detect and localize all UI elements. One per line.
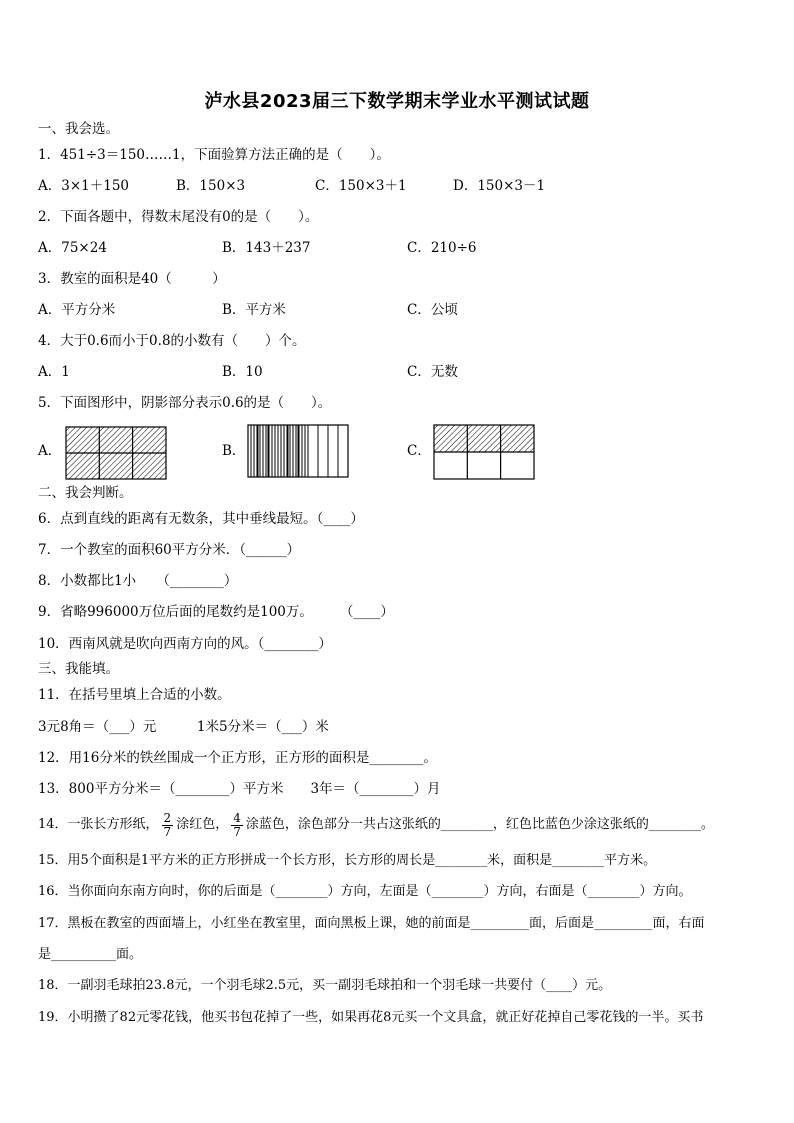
question-6: 6．点到直线的距离有无数条，其中垂线最短。（____） xyxy=(38,511,364,527)
question-9: 9．省略996000万位后面的尾数约是100万。 （____） xyxy=(38,604,394,620)
question-1: 1．451÷3＝150……1，下面验算方法正确的是（ ）。 xyxy=(38,147,390,163)
q5-figure-c xyxy=(433,424,535,480)
section-3-heading: 三、我能填。 xyxy=(38,661,119,677)
question-2: 2．下面各题中，得数末尾没有0的是（ ）。 xyxy=(38,209,319,225)
question-7: 7．一个教室的面积60平方分米．（______） xyxy=(38,542,301,558)
q4-option-a: A．1 xyxy=(38,364,70,380)
page-title: 泸水县2023届三下数学期末学业水平测试试题 xyxy=(204,91,590,112)
question-4: 4．大于0.6而小于0.8的小数有（ ）个。 xyxy=(38,333,306,349)
q4-option-b: B．10 xyxy=(222,364,263,380)
question-17: 17．黑板在教室的西面墙上，小红坐在教室里，面向黑板上课，她的前面是_________面，后面是_________面，右面 xyxy=(38,916,705,931)
q5-figure-a xyxy=(65,426,167,480)
question-17-cont: 是__________面。 xyxy=(38,947,143,962)
fraction-numerator: 2 xyxy=(163,810,172,825)
q1-option-b: B．150×3 xyxy=(176,178,246,194)
q14-text-c: 涂蓝色，涂色部分一共占这张纸的________，红色比蓝色少涂这张纸的________。 xyxy=(245,817,714,832)
question-3: 3．教室的面积是40（ ） xyxy=(38,271,226,287)
q5-option-a: A． xyxy=(38,443,62,459)
fraction-four-sevenths xyxy=(231,812,243,839)
q3-option-c: C．公顷 xyxy=(407,302,458,318)
question-5: 5．下面图形中，阴影部分表示0.6的是（ ）。 xyxy=(38,395,332,411)
q14-text-b: 涂红色， xyxy=(176,817,229,832)
q2-option-c: C．210÷6 xyxy=(407,240,477,256)
question-15: 15．用5个面积是1平方米的正方形拼成一个长方形，长方形的周长是________米，面积是________平方米。 xyxy=(38,853,657,868)
q1-option-c: C．150×3＋1 xyxy=(315,178,407,194)
fraction-numerator: 4 xyxy=(233,810,241,825)
q2-option-a: A．75×24 xyxy=(38,240,107,256)
question-8: 8．小数都比1小 （________） xyxy=(38,573,238,589)
fraction-denominator: 7 xyxy=(233,824,241,839)
question-16: 16．当你面向东南方向时，你的后面是（________）方向，左面是（________）方向，右面是（________）方向。 xyxy=(38,884,692,899)
question-12: 12．用16分米的铁丝围成一个正方形，正方形的面积是________。 xyxy=(38,750,437,766)
question-18: 18．一副羽毛球拍23.8元，一个羽毛球2.5元，买一副羽毛球拍和一个羽毛球一共要付（____）元。 xyxy=(38,978,612,993)
q5-option-b: B． xyxy=(222,443,246,459)
fraction-two-sevenths xyxy=(162,812,174,839)
question-10: 10．西南风就是吹向西南方向的风。（________） xyxy=(38,636,332,652)
q4-option-c: C．无数 xyxy=(407,364,458,380)
q3-option-a: A．平方分米 xyxy=(38,302,116,318)
section-2-heading: 二、我会判断。 xyxy=(38,485,133,501)
q2-option-b: B．143＋237 xyxy=(222,240,311,256)
q3-option-b: B．平方米 xyxy=(222,302,286,318)
question-11: 11．在括号里填上合适的小数。 xyxy=(38,687,231,703)
q5-figure-b xyxy=(247,424,351,478)
q14-text-a: 14．一张长方形纸， xyxy=(38,817,159,832)
q1-option-d: D．150×3－1 xyxy=(453,178,546,194)
question-11-items: 3元8角＝（___）元 1米5分米＝（___）米 xyxy=(38,719,329,735)
question-14 xyxy=(38,807,714,843)
q1-option-a: A．3×1＋150 xyxy=(38,178,130,194)
question-13: 13．800平方分米＝（________）平方米 3年＝（________）月 xyxy=(38,781,441,797)
section-1-heading: 一、我会选。 xyxy=(38,121,119,137)
question-19: 19．小明攒了82元零花钱，他买书包花掉了一些，如果再花8元买一个文具盒，就正好花掉自己零花钱的一半。买书 xyxy=(38,1010,704,1025)
q5-option-c: C． xyxy=(407,443,431,459)
fraction-denominator: 7 xyxy=(163,824,172,839)
